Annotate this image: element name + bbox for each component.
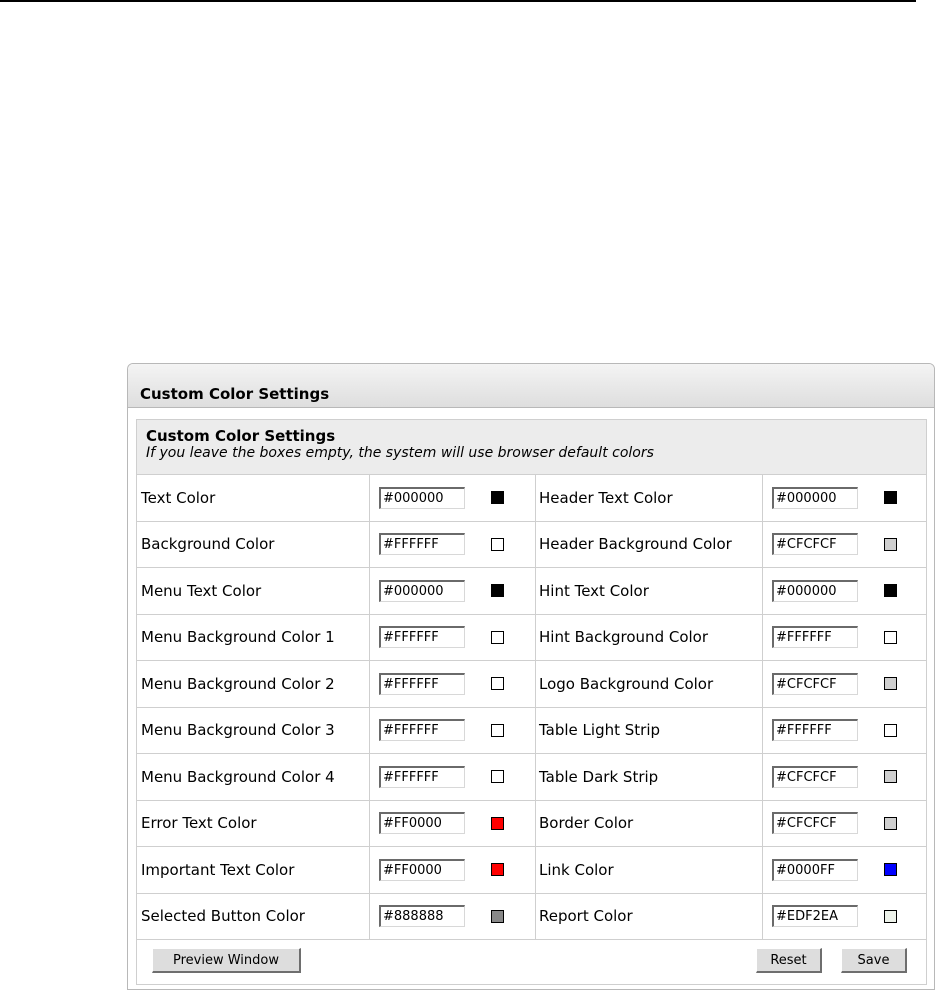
menu-background-color-1-input-cell	[370, 615, 469, 661]
important-text-color-input-cell	[370, 847, 469, 893]
report-color-input[interactable]	[772, 905, 858, 927]
hint-background-color-input[interactable]	[772, 626, 858, 648]
menu-background-color-4-swatch-cell	[469, 754, 536, 800]
menu-background-color-3-label: Menu Background Color 3	[137, 708, 370, 754]
border-color-swatch-cell	[862, 801, 926, 847]
menu-background-color-4-label: Menu Background Color 4	[137, 754, 370, 800]
header-text-color-label: Header Text Color	[536, 475, 763, 521]
hint-text-color-input-cell	[763, 568, 862, 614]
menu-background-color-3-input[interactable]	[379, 719, 465, 741]
table-dark-strip-swatch	[884, 770, 897, 783]
hint-background-color-input-cell	[763, 615, 862, 661]
border-color-swatch	[884, 817, 897, 830]
hint-text-color-swatch-cell	[862, 568, 926, 614]
link-color-swatch-cell	[862, 847, 926, 893]
background-color-swatch-cell	[469, 522, 536, 568]
table-dark-strip-swatch-cell	[862, 754, 926, 800]
selected-button-color-input[interactable]	[379, 905, 465, 927]
border-color-input-cell	[763, 801, 862, 847]
section-header	[137, 420, 926, 475]
border-color-label: Border Color	[536, 801, 763, 847]
color-row	[137, 522, 926, 569]
table-dark-strip-label: Table Dark Strip	[536, 754, 763, 800]
menu-background-color-2-label: Menu Background Color 2	[137, 661, 370, 707]
table-light-strip-swatch-cell	[862, 708, 926, 754]
menu-text-color-input-cell	[370, 568, 469, 614]
logo-background-color-swatch	[884, 677, 897, 690]
settings-table	[136, 419, 927, 985]
table-dark-strip-input[interactable]	[772, 766, 858, 788]
header-background-color-input[interactable]	[772, 533, 858, 555]
header-background-color-swatch	[884, 538, 897, 551]
table-light-strip-input-cell	[763, 708, 862, 754]
important-text-color-input[interactable]	[379, 859, 465, 881]
link-color-label: Link Color	[536, 847, 763, 893]
error-text-color-input[interactable]	[379, 812, 465, 834]
table-light-strip-swatch	[884, 724, 897, 737]
menu-background-color-4-input-cell	[370, 754, 469, 800]
selected-button-color-input-cell	[370, 894, 469, 940]
error-text-color-swatch	[491, 817, 504, 830]
report-color-label: Report Color	[536, 894, 763, 940]
button-bar	[137, 940, 926, 984]
logo-background-color-label: Logo Background Color	[536, 661, 763, 707]
text-color-label: Text Color	[137, 475, 370, 521]
panel-title: Custom Color Settings	[128, 364, 934, 408]
color-row	[137, 615, 926, 662]
menu-background-color-2-input[interactable]	[379, 673, 465, 695]
hint-background-color-swatch-cell	[862, 615, 926, 661]
error-text-color-label: Error Text Color	[137, 801, 370, 847]
color-row	[137, 661, 926, 708]
menu-text-color-label: Menu Text Color	[137, 568, 370, 614]
text-color-input-cell	[370, 475, 469, 521]
color-row	[137, 475, 926, 522]
text-color-swatch	[491, 491, 504, 504]
color-row	[137, 847, 926, 894]
color-row	[137, 708, 926, 755]
menu-text-color-swatch	[491, 584, 504, 597]
header-text-color-swatch-cell	[862, 475, 926, 521]
color-row	[137, 754, 926, 801]
menu-background-color-3-input-cell	[370, 708, 469, 754]
selected-button-color-swatch	[491, 910, 504, 923]
header-background-color-swatch-cell	[862, 522, 926, 568]
color-row	[137, 801, 926, 848]
menu-background-color-4-input[interactable]	[379, 766, 465, 788]
hint-background-color-swatch	[884, 631, 897, 644]
color-row	[137, 894, 926, 941]
report-color-swatch	[884, 910, 897, 923]
logo-background-color-input-cell	[763, 661, 862, 707]
menu-background-color-2-swatch	[491, 677, 504, 690]
text-color-swatch-cell	[469, 475, 536, 521]
report-color-input-cell	[763, 894, 862, 940]
menu-background-color-2-swatch-cell	[469, 661, 536, 707]
hint-background-color-label: Hint Background Color	[536, 615, 763, 661]
selected-button-color-label: Selected Button Color	[137, 894, 370, 940]
background-color-input-cell	[370, 522, 469, 568]
reset-button[interactable]: Reset	[756, 948, 822, 973]
menu-background-color-3-swatch	[491, 724, 504, 737]
logo-background-color-swatch-cell	[862, 661, 926, 707]
logo-background-color-input[interactable]	[772, 673, 858, 695]
table-light-strip-input[interactable]	[772, 719, 858, 741]
color-rows	[137, 475, 926, 940]
menu-background-color-1-input[interactable]	[379, 626, 465, 648]
menu-text-color-input[interactable]	[379, 580, 465, 602]
menu-background-color-1-swatch	[491, 631, 504, 644]
selected-button-color-swatch-cell	[469, 894, 536, 940]
section-title: Custom Color Settings	[146, 427, 336, 445]
link-color-input[interactable]	[772, 859, 858, 881]
link-color-swatch	[884, 863, 897, 876]
menu-text-color-swatch-cell	[469, 568, 536, 614]
save-button[interactable]: Save	[841, 948, 907, 973]
menu-background-color-2-input-cell	[370, 661, 469, 707]
text-color-input[interactable]	[379, 487, 465, 509]
background-color-label: Background Color	[137, 522, 370, 568]
background-color-swatch	[491, 538, 504, 551]
error-text-color-input-cell	[370, 801, 469, 847]
important-text-color-label: Important Text Color	[137, 847, 370, 893]
error-text-color-swatch-cell	[469, 801, 536, 847]
preview-window-button[interactable]: Preview Window	[152, 948, 301, 973]
header-text-color-input-cell	[763, 475, 862, 521]
header-text-color-swatch	[884, 491, 897, 504]
link-color-input-cell	[763, 847, 862, 893]
section-hint: If you leave the boxes empty, the system will use browser default colors	[146, 445, 654, 461]
menu-background-color-4-swatch	[491, 770, 504, 783]
color-row	[137, 568, 926, 615]
top-divider	[0, 0, 916, 2]
menu-background-color-3-swatch-cell	[469, 708, 536, 754]
report-color-swatch-cell	[862, 894, 926, 940]
menu-background-color-1-swatch-cell	[469, 615, 536, 661]
hint-text-color-swatch	[884, 584, 897, 597]
hint-text-color-input[interactable]	[772, 580, 858, 602]
hint-text-color-label: Hint Text Color	[536, 568, 763, 614]
menu-background-color-1-label: Menu Background Color 1	[137, 615, 370, 661]
header-text-color-input[interactable]	[772, 487, 858, 509]
important-text-color-swatch	[491, 863, 504, 876]
important-text-color-swatch-cell	[469, 847, 536, 893]
header-background-color-label: Header Background Color	[536, 522, 763, 568]
custom-color-settings-panel	[127, 363, 935, 990]
background-color-input[interactable]	[379, 533, 465, 555]
header-background-color-input-cell	[763, 522, 862, 568]
border-color-input[interactable]	[772, 812, 858, 834]
table-light-strip-label: Table Light Strip	[536, 708, 763, 754]
table-dark-strip-input-cell	[763, 754, 862, 800]
